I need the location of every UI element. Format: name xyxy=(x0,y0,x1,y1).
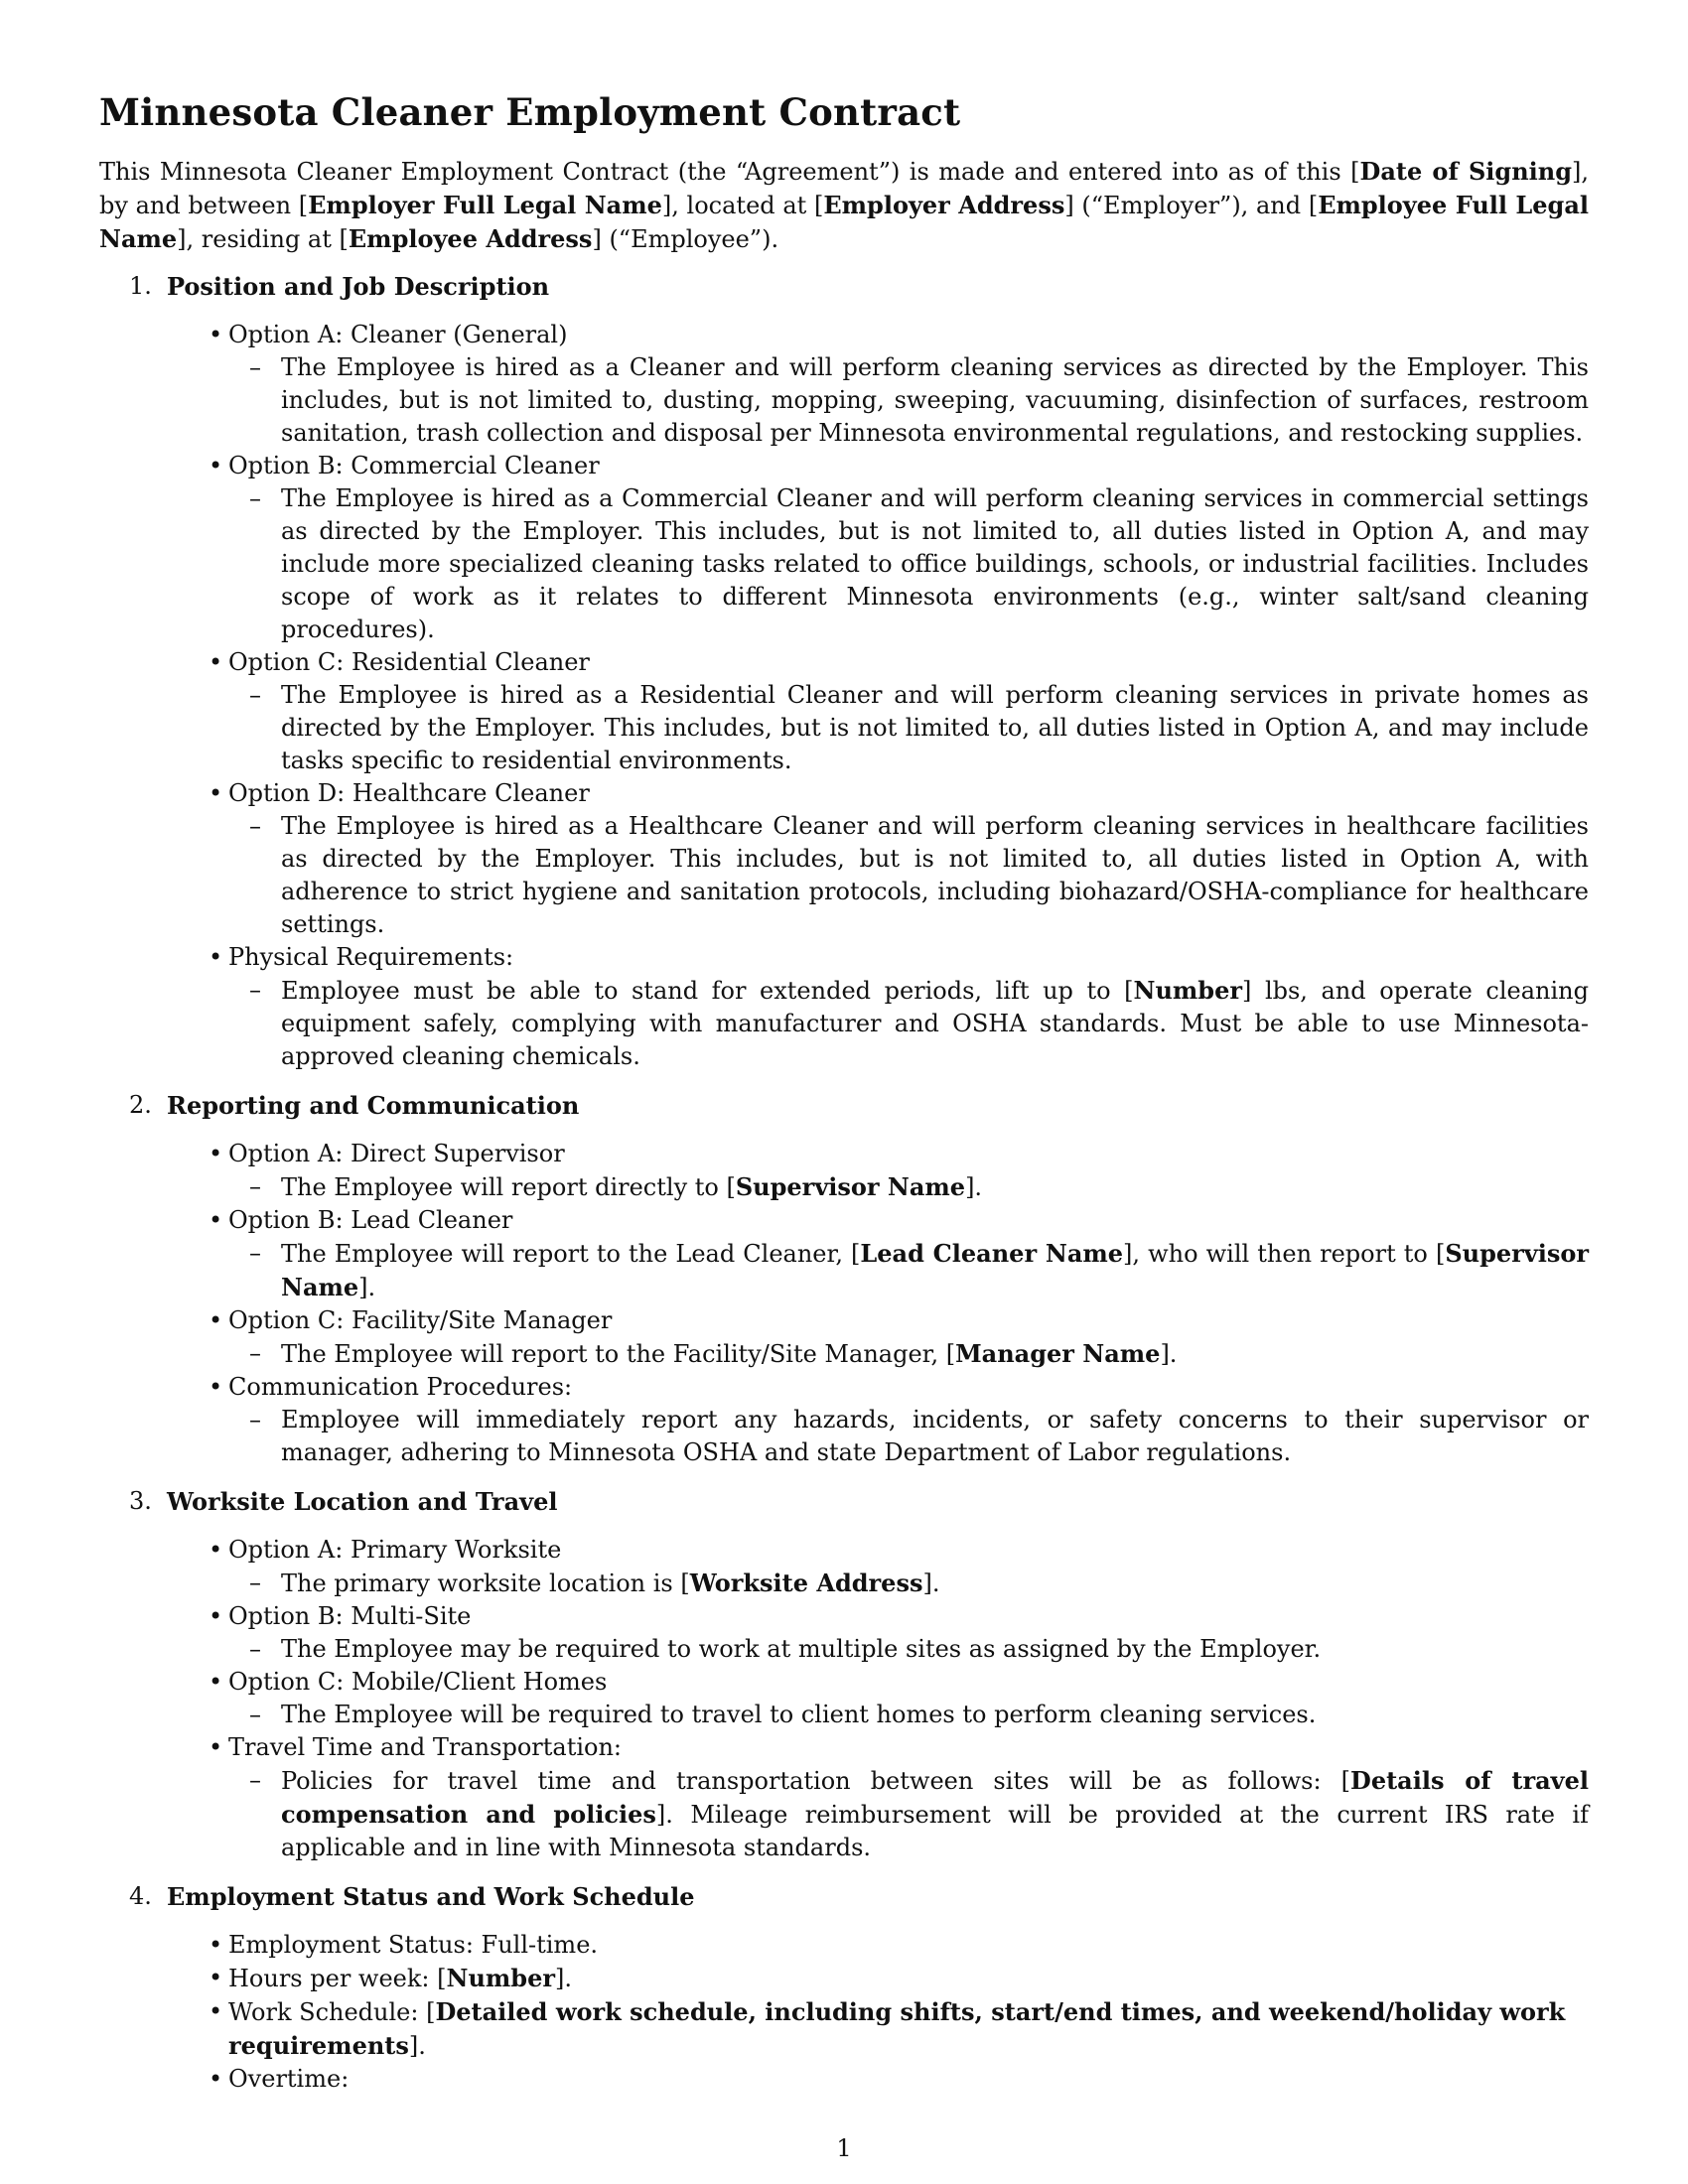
bullet-icon: • xyxy=(209,1997,223,2025)
option-item xyxy=(167,1138,1589,1204)
section-2 xyxy=(99,1089,1589,1469)
intro-paragraph xyxy=(99,155,1589,256)
bullet-icon: • xyxy=(209,321,223,348)
option-item xyxy=(167,1534,1589,1600)
bullet-icon: • xyxy=(209,1306,223,1334)
detail-item xyxy=(228,974,1589,1073)
detail-list xyxy=(228,1699,1589,1731)
option-label xyxy=(228,1931,598,1959)
option-item xyxy=(167,1731,1589,1864)
bullet-icon: • xyxy=(209,1536,223,1564)
option-label: Option D: Healthcare Cleaner xyxy=(228,779,590,807)
option-label: Option A: Primary Worksite xyxy=(228,1536,562,1564)
detail-list xyxy=(228,1237,1589,1304)
text-run: The primary worksite location is [ xyxy=(281,1570,690,1597)
bullet-icon: • xyxy=(209,1668,223,1696)
text-run: ]. xyxy=(554,1965,572,1992)
placeholder-field: Number xyxy=(1133,976,1242,1005)
placeholder-field: Date of Signing xyxy=(1359,157,1572,186)
dash-icon: – xyxy=(249,1569,261,1596)
text-run: ] (“Employer”), and xyxy=(1064,192,1309,219)
option-label: Option A: Cleaner (General) xyxy=(228,321,568,348)
option-item xyxy=(167,1600,1589,1666)
bullet-icon: • xyxy=(209,2065,223,2093)
text-run: Policies for travel time and transportation between sites will be as follows: [ xyxy=(281,1767,1351,1795)
section-number: 1. xyxy=(129,272,152,300)
section-1 xyxy=(99,270,1589,1073)
option-list xyxy=(167,1138,1589,1469)
text-run: ] lbs, and operate cleaning equipment safely, complying with manufacturer and OSHA standards. Must be able to use Minnesota-approved cleaning chemicals. xyxy=(281,977,1589,1070)
section-title: Position and Job Description xyxy=(167,272,550,301)
detail-item xyxy=(228,482,1589,646)
detail-item xyxy=(228,679,1589,777)
text-run: ]. xyxy=(358,1274,376,1301)
detail-list xyxy=(228,974,1589,1073)
text-run: The Employee is hired as a Commercial Cleaner and will perform cleaning services in commercial settings as directed by the Employer. This includes, but is not limited to, all duties listed in Option A, and may include more specialized cleaning tasks related to office buildings, schools, or industrial facilities. Includes scope of work as it relates to different Minnesota environments (e.g., winter salt/sand cleaning procedures). xyxy=(281,484,1589,643)
placeholder-field: Employer Full Legal Name xyxy=(308,191,662,219)
bullet-icon: • xyxy=(209,452,223,479)
option-label: Communication Procedures: xyxy=(228,1373,573,1401)
detail-item xyxy=(228,1764,1589,1864)
dash-icon: – xyxy=(249,1766,261,1794)
text-run: ]. Mileage reimbursement will be provided at the current IRS rate if applicable and in line with Minnesota standards. xyxy=(281,1801,1589,1861)
option-label xyxy=(228,2065,349,2093)
text-run: [ xyxy=(1350,158,1360,186)
detail-item xyxy=(228,351,1589,450)
dash-icon: – xyxy=(249,1172,261,1200)
section-4 xyxy=(99,1880,1589,2096)
contract-page xyxy=(99,87,1589,2112)
text-run: [ xyxy=(339,225,349,253)
dash-icon: – xyxy=(249,1239,261,1267)
section-number: 4. xyxy=(129,1882,152,1910)
option-label: Option B: Multi-Site xyxy=(228,1602,472,1630)
placeholder-field: Details of travel compensation and policies xyxy=(281,1766,1589,1829)
bullet-icon: • xyxy=(209,779,223,807)
option-label: Option C: Residential Cleaner xyxy=(228,648,590,676)
option-label: Option B: Lead Cleaner xyxy=(228,1206,513,1234)
option-label: Option C: Mobile/Client Homes xyxy=(228,1668,608,1696)
detail-item xyxy=(228,1633,1589,1666)
document-title: Minnesota Cleaner Employment Contract xyxy=(99,90,961,134)
bullet-icon: • xyxy=(209,1206,223,1234)
text-run: ]. xyxy=(408,2032,426,2060)
option-label: Travel Time and Transportation: xyxy=(228,1733,622,1761)
page-number: 1 xyxy=(836,2134,852,2162)
dash-icon: – xyxy=(249,1406,261,1433)
detail-list xyxy=(228,810,1589,941)
option-label: Option C: Facility/Site Manager xyxy=(228,1306,613,1334)
text-run: ], residing at xyxy=(177,225,340,253)
placeholder-field: Detailed work schedule, including shifts, start/end times, and weekend/holiday work requirements xyxy=(228,1997,1566,2060)
section-title: Reporting and Communication xyxy=(167,1091,580,1120)
placeholder-field: Employee Address xyxy=(348,224,593,253)
option-label xyxy=(228,1998,1565,2060)
detail-item xyxy=(228,1237,1589,1304)
option-item xyxy=(167,1666,1589,1731)
detail-list xyxy=(228,351,1589,450)
section-number: 3. xyxy=(129,1487,152,1515)
text-run: [ xyxy=(813,192,824,219)
option-item xyxy=(167,1995,1589,2063)
dash-icon: – xyxy=(249,812,261,840)
option-item xyxy=(167,450,1589,646)
detail-list xyxy=(228,1337,1589,1371)
option-list xyxy=(167,319,1589,1073)
placeholder-field: Manager Name xyxy=(955,1339,1161,1368)
bullet-icon: • xyxy=(209,1602,223,1630)
detail-item xyxy=(228,1699,1589,1731)
placeholder-field: Number xyxy=(446,1964,555,1992)
placeholder-field: Employee Full Legal Name xyxy=(99,191,1590,253)
option-item xyxy=(167,777,1589,941)
detail-list xyxy=(228,1567,1589,1600)
option-label: Option A: Direct Supervisor xyxy=(228,1140,565,1167)
detail-list xyxy=(228,1764,1589,1864)
text-run: Employee will immediately report any hazards, incidents, or safety concerns to their supervisor or manager, adhering to Minnesota OSHA and state Department of Labor regulations. xyxy=(281,1406,1589,1466)
option-item xyxy=(167,1371,1589,1469)
text-run: [ xyxy=(1308,192,1319,219)
section-number: 2. xyxy=(129,1091,152,1119)
text-run: Overtime: xyxy=(228,2065,350,2093)
text-run: Employee must be able to stand for extended periods, lift up to [ xyxy=(281,977,1134,1005)
option-list xyxy=(167,1929,1589,2096)
detail-list xyxy=(228,679,1589,777)
text-run: The Employee will report to the Facility/Site Manager, [ xyxy=(281,1340,956,1368)
option-item xyxy=(167,1929,1589,1962)
text-run: The Employee will report to the Lead Cleaner, [ xyxy=(281,1240,861,1268)
option-item xyxy=(167,1304,1589,1371)
text-run: The Employee will report directly to [ xyxy=(281,1173,736,1201)
text-run: ]. xyxy=(1160,1340,1178,1368)
text-run: ], located at xyxy=(661,192,814,219)
text-run: The Employee will be required to travel to client homes to perform cleaning services. xyxy=(281,1701,1317,1728)
option-item xyxy=(167,941,1589,1073)
option-item xyxy=(167,1204,1589,1304)
text-run: The Employee is hired as a Healthcare Cleaner and will perform cleaning services in healthcare facilities as directed by the Employer. This includes, but is not limited to, all duties listed in Option A, with adherence to strict hygiene and sanitation protocols, including biohazard/OSHA-compliance for healthcare settings. xyxy=(281,812,1589,938)
detail-list xyxy=(228,1170,1589,1204)
detail-item xyxy=(228,810,1589,941)
option-item xyxy=(167,2063,1589,2096)
text-run: ], by and between xyxy=(99,158,1589,219)
dash-icon: – xyxy=(249,976,261,1004)
option-item xyxy=(167,319,1589,450)
bullet-icon: • xyxy=(209,648,223,676)
detail-item xyxy=(228,1170,1589,1204)
dash-icon: – xyxy=(249,681,261,709)
placeholder-field: Employer Address xyxy=(823,191,1065,219)
section-list xyxy=(99,270,1589,2096)
option-item xyxy=(167,646,1589,777)
dash-icon: – xyxy=(249,484,261,512)
text-run: ]. xyxy=(965,1173,983,1201)
detail-list xyxy=(228,1404,1589,1469)
detail-item xyxy=(228,1404,1589,1469)
option-list xyxy=(167,1534,1589,1864)
dash-icon: – xyxy=(249,1701,261,1728)
dash-icon: – xyxy=(249,353,261,381)
detail-list xyxy=(228,482,1589,646)
text-run: Work Schedule: [ xyxy=(228,1998,436,2026)
detail-item xyxy=(228,1567,1589,1600)
text-run: Hours per week: [ xyxy=(228,1965,447,1992)
text-run: This Minnesota Cleaner Employment Contract (the “Agreement”) is made and entered into as of this xyxy=(99,158,1351,186)
bullet-icon: • xyxy=(209,1931,223,1959)
dash-icon: – xyxy=(249,1635,261,1663)
option-label: Option B: Commercial Cleaner xyxy=(228,452,600,479)
text-run: ] (“Employee”). xyxy=(592,225,779,253)
text-run: ]. xyxy=(922,1570,940,1597)
option-label: Physical Requirements: xyxy=(228,943,514,971)
bullet-icon: • xyxy=(209,1140,223,1167)
placeholder-field: Supervisor Name xyxy=(281,1239,1590,1301)
option-label xyxy=(228,1965,572,1992)
section-title: Worksite Location and Travel xyxy=(167,1487,558,1516)
text-run: The Employee is hired as a Residential Cleaner and will perform cleaning services in private homes as directed by the Employer. This includes, but is not limited to, all duties listed in Option A, and may include tasks specific to residential environments. xyxy=(281,681,1589,774)
bullet-icon: • xyxy=(209,1733,223,1761)
detail-list xyxy=(228,1633,1589,1666)
placeholder-field: Lead Cleaner Name xyxy=(860,1239,1124,1268)
bullet-icon: • xyxy=(209,1373,223,1401)
section-3 xyxy=(99,1485,1589,1864)
text-run: ], who will then report to [ xyxy=(1123,1240,1446,1268)
text-run: The Employee is hired as a Cleaner and will perform cleaning services as directed by the Employer. This includes, but is not limited to, dusting, mopping, sweeping, vacuuming, disinfection of surfaces, restroom sanitation, trash collection and disposal per Minnesota environmental regulations, and restocking supplies. xyxy=(281,353,1589,447)
placeholder-field: Supervisor Name xyxy=(735,1172,966,1201)
text-run: Employment Status: Full-time. xyxy=(228,1931,599,1959)
detail-item xyxy=(228,1337,1589,1371)
text-run: The Employee may be required to work at multiple sites as assigned by the Employer. xyxy=(281,1635,1322,1663)
dash-icon: – xyxy=(249,1339,261,1367)
bullet-icon: • xyxy=(209,1964,223,1991)
placeholder-field: Worksite Address xyxy=(689,1569,923,1597)
text-run: [ xyxy=(298,192,309,219)
bullet-icon: • xyxy=(209,943,223,971)
option-item xyxy=(167,1962,1589,1995)
section-title: Employment Status and Work Schedule xyxy=(167,1882,695,1911)
